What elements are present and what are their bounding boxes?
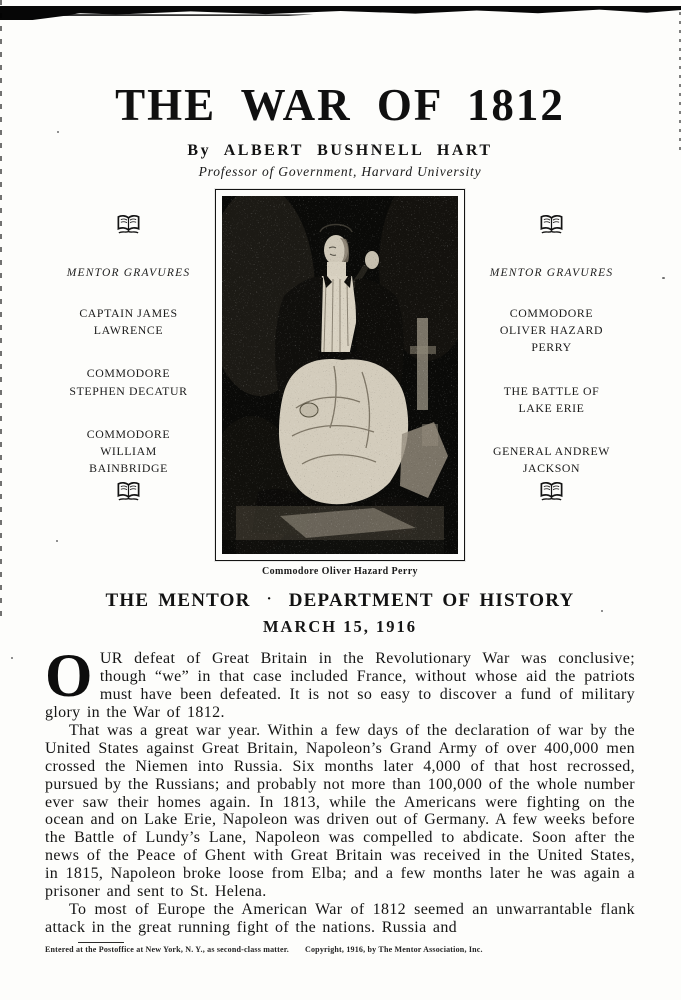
gravure-item: GENERAL ANDREW JACKSON [492, 443, 611, 475]
portrait-caption: Commodore Oliver Hazard Perry [262, 566, 418, 578]
gravure-item: COMMODORE STEPHEN DECATUR [69, 366, 188, 398]
gravure-item: COMMODORE OLIVER HAZARD PERRY [499, 306, 604, 355]
left-gravures-heading: MENTOR GRAVURES [66, 267, 191, 280]
right-gravures-heading: MENTOR GRAVURES [489, 267, 614, 280]
open-book-icon [538, 213, 565, 236]
footer-text [45, 945, 635, 954]
gravure-item: CAPTAIN JAMES LAWRENCE [79, 306, 178, 338]
open-book-icon [538, 480, 565, 503]
department-line [45, 590, 635, 612]
page-title: THE WAR OF 1812 [115, 80, 565, 130]
page-footer [45, 942, 635, 955]
portrait-frame [215, 189, 465, 561]
article-body [45, 643, 635, 937]
portrait-figure [212, 189, 468, 577]
entered-notice: Entered at the Postoffice at New York, N. Y., as second-class matter. [45, 945, 289, 955]
open-book-icon [115, 213, 142, 236]
paragraph: That was a great war year. Within a few days of the declaration of war by the United States against Great Britain, Napoleon’s Grand Army of over 400,000 men crossed the Niemen into Russia. Six months later 4,000 of that host recrossed, pursued by the Russians; and probably not more than 100,000 of the whole number ever saw their homes again. In 1813, while the Americans were fighting on the ocean and on Lake Erie, Napoleon was driven out of Germany. A few weeks before the Battle of Lundy’s Lane, Napoleon was compelled to abdicate. Soon after the news of the Peace of Ghent with Great Britain was received in the United States, in 1815, Napoleon broke loose from Elba; and a few months later he was again a prisoner and sent to St. Helena. [45, 721, 635, 901]
department-name: DEPARTMENT OF HISTORY [288, 590, 575, 612]
footer-rule [78, 942, 124, 944]
drop-cap: O [45, 643, 93, 711]
feature-band [45, 189, 635, 577]
right-gravures-panel [468, 189, 635, 577]
byline: By ALBERT BUSHNELL HART [187, 142, 493, 160]
gravure-item: THE BATTLE OF LAKE ERIE [503, 383, 600, 415]
separator-dot: · [266, 591, 273, 608]
issue-date: MARCH 15, 1916 [262, 617, 418, 637]
paragraph: To most of Europe the American War of 1812 seemed an unwarrantable flank attack in the great running fight of the nations. Russia and [45, 900, 635, 936]
portrait-engraving [222, 196, 458, 554]
gravure-item: COMMODORE WILLIAM BAINBRIDGE [86, 426, 171, 475]
open-book-icon [115, 480, 142, 503]
publication-name: THE MENTOR [105, 590, 251, 612]
department-heading [45, 590, 635, 637]
copyright-notice: Copyright, 1916, by The Mentor Association, Inc. [305, 945, 483, 955]
left-gravures-panel [45, 189, 212, 577]
paragraph-text: UR defeat of Great Britain in the Revolutionary War was conclusive; though “we” in that case included France, without whose aid the patriots must have been defeated. It is not so easy to discover a fund of military glory in the War of 1812. [45, 650, 635, 721]
paragraph [45, 643, 635, 722]
masthead [45, 0, 635, 180]
author-affiliation: Professor of Government, Harvard University [198, 164, 482, 180]
